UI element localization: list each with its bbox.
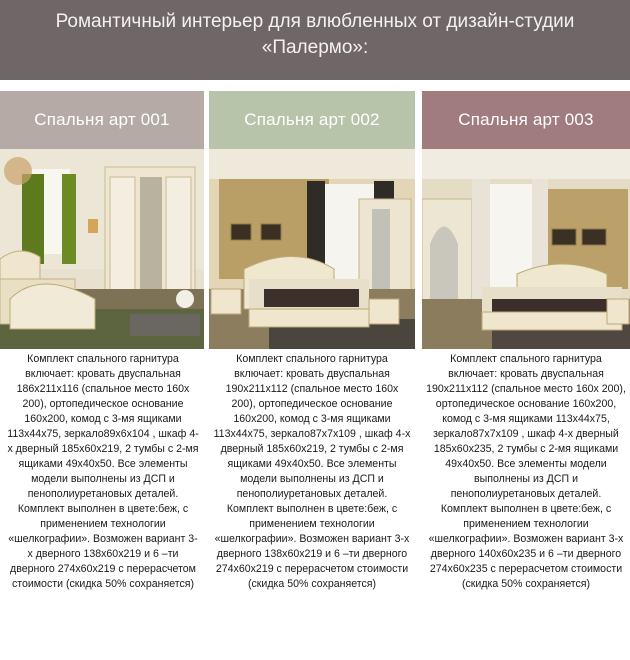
product-card-002	[209, 91, 415, 592]
product-title: Спальня арт 003	[422, 91, 630, 149]
page-title-line2: «Палермо»:	[261, 37, 369, 58]
product-description: Комплект спального гарнитура включает: кровать двуспальная 190x211x112 (спальное место 160x 200), ортопедическое основание 160x200, комод с 3-мя ящиками 113x44x75, зеркало87x7x109 , шкаф 4-х дверный 185x60x219, 2 тумбы с 2-мя ящиками 49x40x50. Все элементы модели выполнены из ДСП и пенополиуретановых деталей. Комплект выполнен в цвете:беж, с применением технологии «шелкографии». Возможен вариант 3-х дверного 138x60x219 и 6 –ти дверного 274x60x219 с перерасчетом стоимости (скидка 50% сохраняется)	[213, 353, 411, 590]
product-title: Спальня арт 002	[209, 91, 415, 149]
page-header-banner	[0, 0, 630, 80]
product-description: Комплект спального гарнитура включает: кровать двуспальная 186x211x116 (спальное место 160x 200), ортопедическое основание 160x200, комод с 3-мя ящиками 113x44x75, зеркало89x6x104 , шкаф 4-х дверный 185x60x219, 2 тумбы с 2-мя ящиками 49x40x50. Все элементы модели выполнены из ДСП и пенополиуретановых деталей. Комплект выполнен в цвете:беж, с применением технологии «шелкографии». Возможен вариант 3-х дверного 138x60x219 и 6 –ти дверного 274x60x219 с перерасчетом стоимости (скидка 50% сохраняется)	[7, 353, 199, 590]
bedroom-photo	[422, 149, 630, 349]
page-title-line1: Романтичный интерьер для влюбленных от дизайн-студии	[55, 11, 575, 32]
product-card-003	[422, 91, 630, 592]
product-description: Комплект спального гарнитура включает: кровать двуспальная 190x211x112 (спальное место 160x 200), ортопедическое основание 160x200, комод с 3-мя ящиками 113x44x75, зеркало87x7x109 , шкаф 4-х дверный 185x60x235, 2 тумбы с 2-мя ящиками 49x40x50. Все элементы модели выполнены из ДСП и пенополиуретановых деталей. Комплект выполнен в цвете:беж, с применением технологии «шелкографии». Возможен вариант 3-х дверного 140x60x235 и 6 –ти дверного 274x60x235 с перерасчетом стоимости (скидка 50% сохраняется)	[426, 353, 626, 590]
bedroom-photo	[209, 149, 415, 349]
product-card-001	[0, 91, 204, 592]
bedroom-photo	[0, 149, 204, 349]
product-title: Спальня арт 001	[0, 91, 204, 149]
